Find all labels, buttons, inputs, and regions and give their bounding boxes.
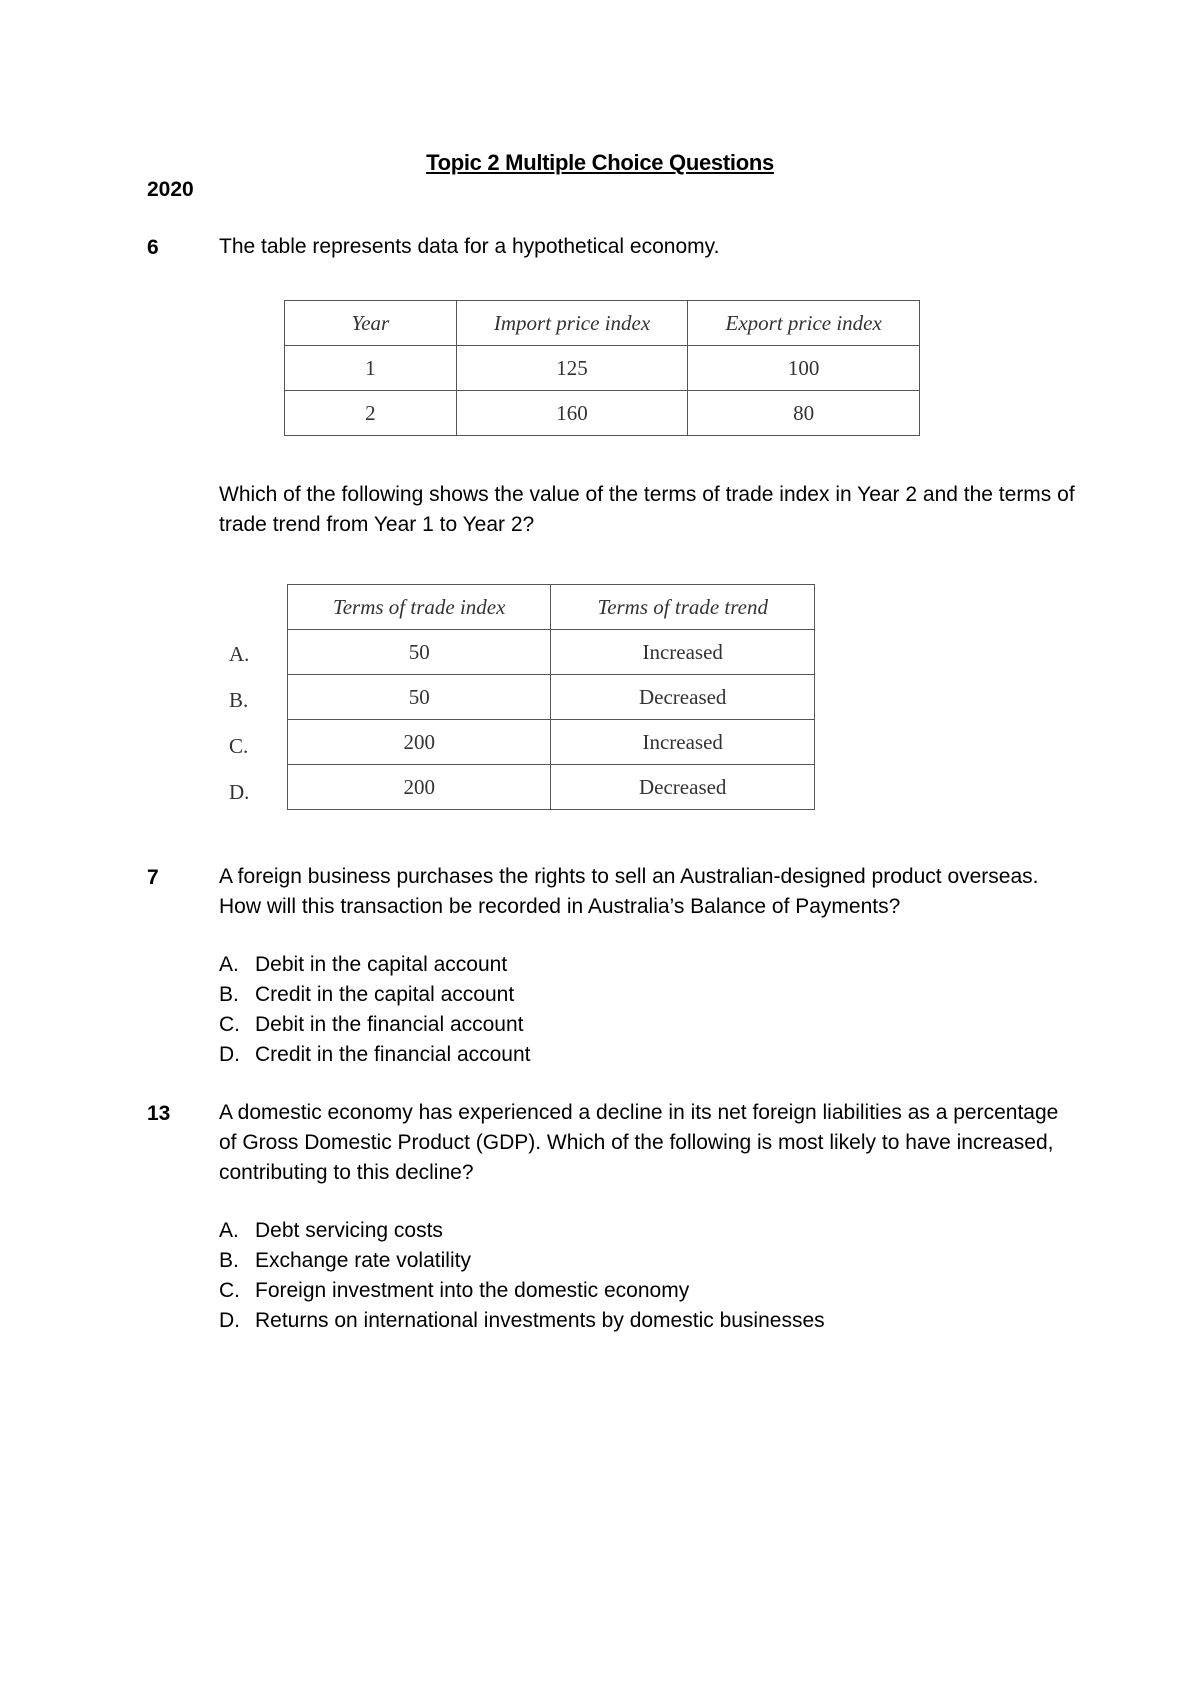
page-title: Topic 2 Multiple Choice Questions (426, 150, 774, 175)
cell-tot-index: 200 (288, 720, 551, 765)
option-letter-c: C. (229, 734, 249, 758)
cell-year: 1 (285, 346, 457, 391)
year-heading: 2020 (147, 178, 194, 201)
cell-year: 2 (285, 391, 457, 436)
list-item (219, 1246, 825, 1276)
cell-tot-index: 200 (288, 765, 551, 810)
price-index-table (284, 300, 920, 436)
list-item (219, 1216, 825, 1246)
option-text: Debt servicing costs (255, 1219, 443, 1242)
header-terms-of-trade-index: Terms of trade index (288, 585, 551, 630)
question-6-intro: The table represents data for a hypothetical economy. (219, 235, 720, 258)
question-13-text: A domestic economy has experienced a decline in its net foreign liabilities as a percentage of Gross Domestic Product (GDP). Which of the following is most likely to have increased, contributing to this decline? (219, 1101, 1059, 1184)
question-6-number: 6 (147, 236, 159, 259)
table-row (288, 765, 815, 810)
option-letter: C. (219, 1279, 240, 1302)
option-letter: B. (219, 983, 239, 1006)
question-7-number: 7 (147, 866, 159, 889)
table-row (288, 720, 815, 765)
question-13-options (219, 1216, 825, 1336)
cell-tot-trend: Decreased (551, 765, 815, 810)
cell-export-index: 80 (688, 391, 920, 436)
table-row (288, 630, 815, 675)
header-year: Year (285, 301, 457, 346)
cell-tot-trend: Increased (551, 720, 815, 765)
option-letter-d: D. (229, 780, 250, 804)
list-item (219, 1010, 531, 1040)
option-letter: A. (219, 1219, 239, 1242)
cell-tot-trend: Decreased (551, 675, 815, 720)
list-item (219, 980, 531, 1010)
list-item (219, 950, 531, 980)
cell-export-index: 100 (688, 346, 920, 391)
option-letter-a: A. (229, 642, 250, 666)
question-13-number: 13 (147, 1102, 171, 1125)
cell-tot-index: 50 (288, 630, 551, 675)
price-index-header-row (285, 301, 920, 346)
option-text: Exchange rate volatility (255, 1249, 471, 1272)
cell-import-index: 160 (456, 391, 688, 436)
option-letter-b: B. (229, 688, 249, 712)
answer-options-table (287, 584, 815, 810)
header-terms-of-trade-trend: Terms of trade trend (551, 585, 815, 630)
list-item (219, 1040, 531, 1070)
cell-import-index: 125 (456, 346, 688, 391)
header-export-price-index: Export price index (688, 301, 920, 346)
cell-tot-trend: Increased (551, 630, 815, 675)
header-import-price-index: Import price index (456, 301, 688, 346)
table-row (285, 346, 920, 391)
option-text: Foreign investment into the domestic economy (255, 1279, 690, 1302)
option-text: Debit in the financial account (255, 1013, 524, 1036)
option-text: Credit in the capital account (255, 983, 515, 1006)
table-row (288, 675, 815, 720)
cell-tot-index: 50 (288, 675, 551, 720)
option-text: Credit in the financial account (255, 1043, 531, 1066)
option-text: Debit in the capital account (255, 953, 508, 976)
list-item (219, 1306, 825, 1336)
option-letter: D. (219, 1043, 240, 1066)
table-row (285, 391, 920, 436)
option-letter: C. (219, 1013, 240, 1036)
option-letter: B. (219, 1249, 239, 1272)
option-text: Returns on international investments by domestic businesses (255, 1309, 825, 1332)
question-7-options (219, 950, 531, 1070)
answer-header-row (288, 585, 815, 630)
list-item (219, 1276, 825, 1306)
option-letter: D. (219, 1309, 240, 1332)
question-7-text: A foreign business purchases the rights to sell an Australian-designed product overseas. How will this transaction be recorded in Australia’s Balance of Payments? (219, 865, 1039, 918)
question-6-text: Which of the following shows the value of the terms of trade index in Year 2 and the terms of trade trend from Year 1 to Year 2? (219, 483, 1075, 536)
option-letter: A. (219, 953, 239, 976)
